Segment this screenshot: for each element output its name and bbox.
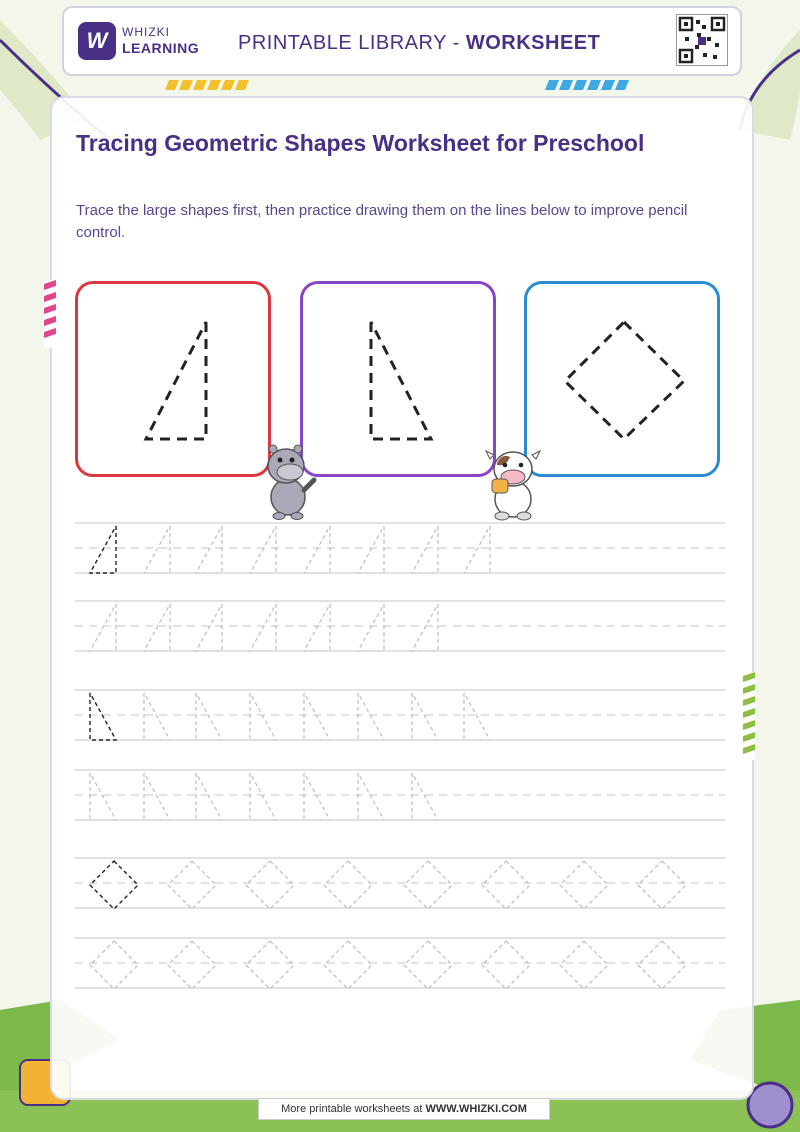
trace-diamond (560, 941, 608, 989)
trace-right-triangle (196, 526, 222, 573)
trace-right-triangle (144, 604, 170, 651)
worksheet-instructions: Trace the large shapes first, then practice drawing them on the lines below to improve pencil control. (76, 202, 688, 241)
worksheet-title: Tracing Geometric Shapes Worksheet for Preschool (76, 130, 645, 156)
trace-right-triangle (464, 526, 490, 573)
trace-left-triangle (90, 693, 116, 740)
trace-diamond (324, 941, 372, 989)
trace-left-triangle (250, 693, 276, 740)
trace-right-triangle (90, 526, 116, 573)
trace-right-triangle (196, 604, 222, 651)
trace-diamond (246, 861, 294, 909)
trace-left-triangle (464, 693, 490, 740)
header-title-prefix: PRINTABLE LIBRARY - (238, 32, 466, 54)
trace-diamond (482, 941, 530, 989)
trace-left-triangle (412, 693, 438, 740)
trace-diamond (246, 941, 294, 989)
trace-right-triangle (412, 604, 438, 651)
trace-right-triangle (412, 526, 438, 573)
trace-right-triangle (304, 604, 330, 651)
trace-left-triangle (144, 693, 170, 740)
header-title-bold: WORKSHEET (465, 32, 601, 54)
trace-diamond (404, 861, 452, 909)
trace-right-triangle (358, 526, 384, 573)
trace-left-triangle (304, 693, 330, 740)
trace-left-triangle (358, 693, 384, 740)
trace-left-triangle (358, 773, 384, 820)
trace-diamond (90, 861, 138, 909)
trace-diamond (482, 861, 530, 909)
trace-diamond (404, 941, 452, 989)
brand-name-line2: LEARNING (122, 40, 200, 56)
trace-diamond (638, 861, 686, 909)
trace-right-triangle (90, 604, 116, 651)
trace-diamond (638, 941, 686, 989)
trace-left-triangle (196, 773, 222, 820)
trace-diamond (560, 861, 608, 909)
trace-left-triangle (304, 773, 330, 820)
logo-letter: W (86, 28, 108, 53)
trace-left-triangle (250, 773, 276, 820)
trace-diamond (168, 941, 216, 989)
brand-name-line1: WHIZKI (122, 25, 170, 39)
trace-right-triangle (144, 526, 170, 573)
footer-prefix: More printable worksheets at (281, 1103, 426, 1115)
trace-diamond (324, 861, 372, 909)
trace-left-triangle (412, 773, 438, 820)
trace-left-triangle (144, 773, 170, 820)
footer-site: WWW.WHIZKI.COM (425, 1103, 527, 1115)
trace-right-triangle (250, 604, 276, 651)
trace-left-triangle (196, 693, 222, 740)
trace-left-triangle (90, 773, 116, 820)
footer-link[interactable] (258, 1098, 550, 1120)
trace-right-triangle (358, 604, 384, 651)
trace-right-triangle (250, 526, 276, 573)
trace-right-triangle (304, 526, 330, 573)
trace-diamond (168, 861, 216, 909)
trace-diamond (90, 941, 138, 989)
